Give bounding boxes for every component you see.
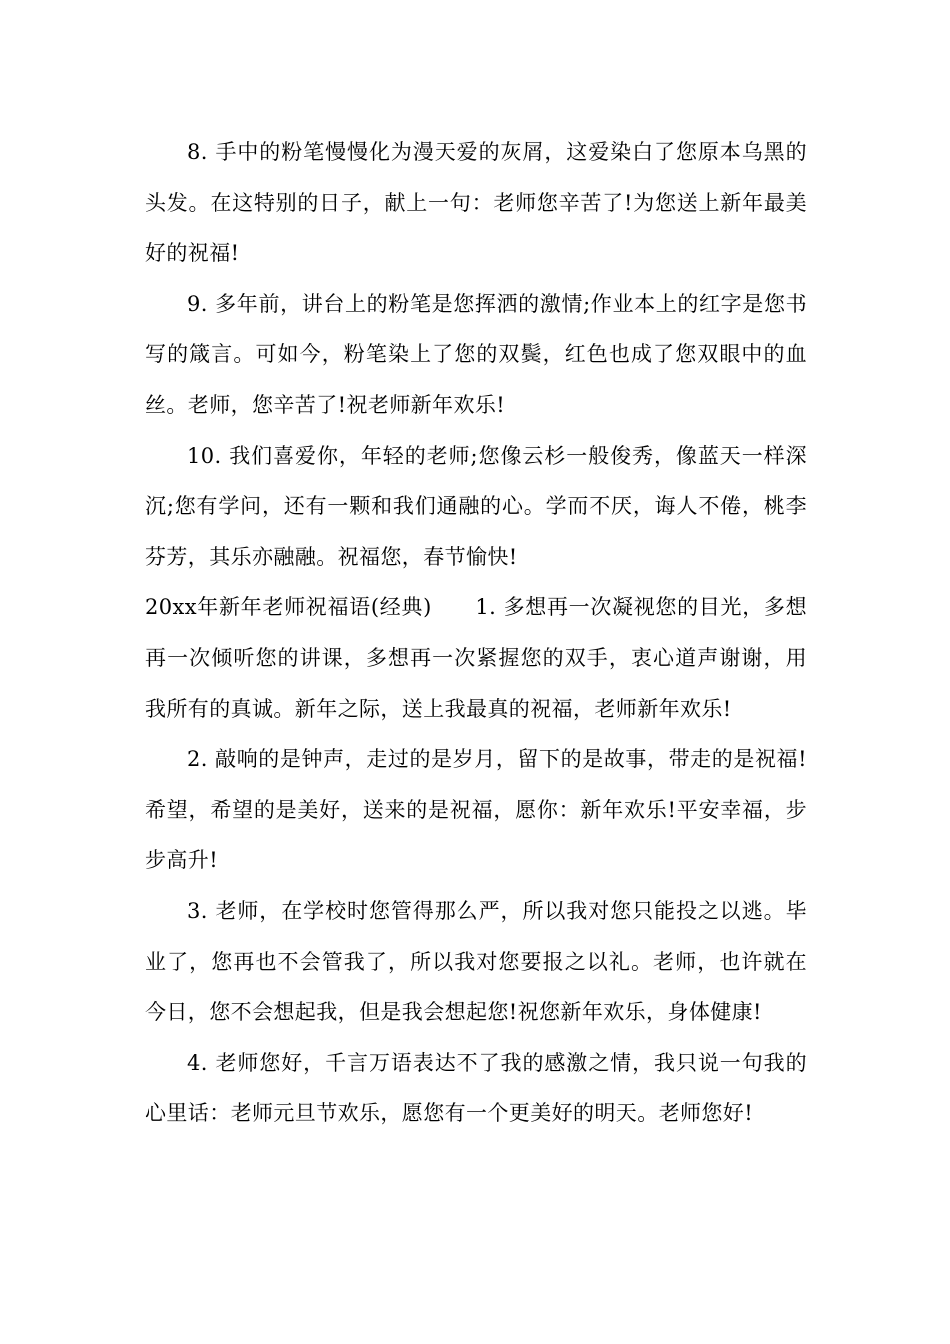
- paragraph-8: 8. 手中的粉笔慢慢化为漫天爱的灰屑，这爱染白了您原本乌黑的头发。在这特别的日子，献上一句：老师您辛苦了!为您送上新年最美好的祝福!: [145, 140, 807, 266]
- paragraph-4: 4. 老师您好，千言万语表达不了我的感激之情，我只说一句我的心里话：老师元旦节欢乐，愿您有一个更美好的明天。老师您好!: [145, 1050, 807, 1126]
- paragraph-9: 9. 多年前，讲台上的粉笔是您挥洒的激情;作业本上的红字是您书写的箴言。可如今，粉笔染上了您的双鬓，红色也成了您双眼中的血丝。老师，您辛苦了!祝老师新年欢乐!: [145, 291, 807, 417]
- paragraph-2: 2. 敲响的是钟声，走过的是岁月，留下的是故事，带走的是祝福!希望，希望的是美好，送来的是祝福，愿你：新年欢乐!平安幸福，步步高升!: [145, 747, 807, 873]
- paragraph-3: 3. 老师，在学校时您管得那么严，所以我对您只能投之以逃。毕业了，您再也不会管我了，所以我对您要报之以礼。老师，也许就在今日，您不会想起我，但是我会想起您!祝您新年欢乐，身体健康!: [145, 898, 807, 1025]
- paragraph-10: 10. 我们喜爱你，年轻的老师;您像云杉一般俊秀，像蓝天一样深沉;您有学问，还有一颗和我们通融的心。学而不厌，诲人不倦，桃李芬芳，其乐亦融融。祝福您，春节愉快!: [145, 443, 807, 569]
- document-page: [145, 127, 807, 1139]
- section-heading-paragraph-1: 20xx年新年老师祝福语(经典) 1. 多想再一次凝视您的目光，多想再一次倾听您的讲课，多想再一次紧握您的双手，衷心道声谢谢，用我所有的真诚。新年之际，送上我最真的祝福，老师新年欢乐!: [145, 595, 807, 721]
